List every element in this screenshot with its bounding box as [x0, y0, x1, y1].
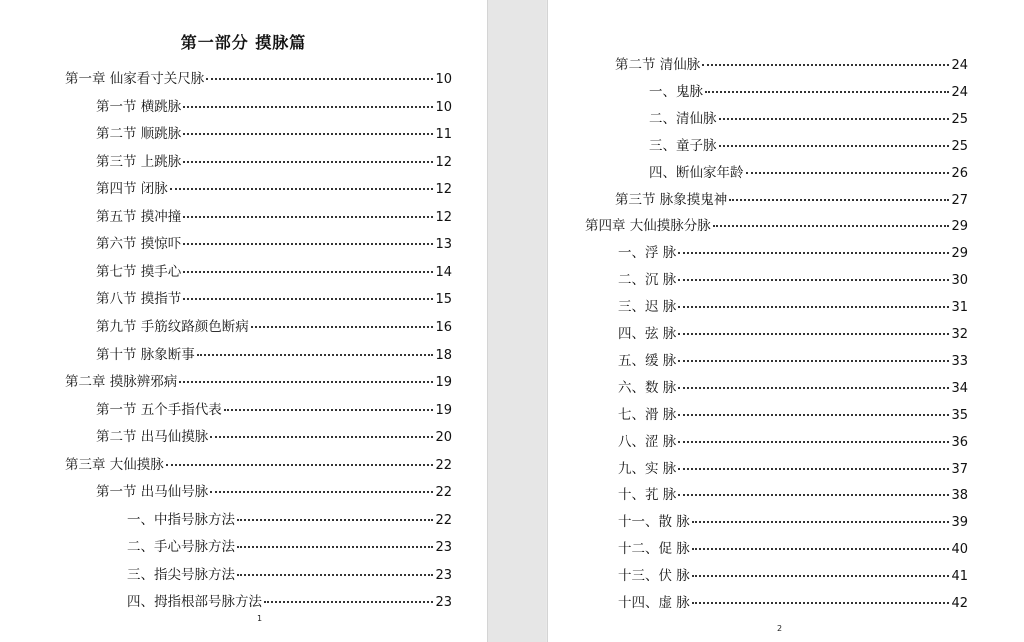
toc-entry-title: 十一、散 脉	[618, 514, 690, 531]
toc-entry-title: 一、鬼脉	[649, 83, 703, 100]
dot-leader	[678, 278, 949, 281]
toc-entry-title: 第八节 摸指节	[96, 291, 182, 308]
toc-entry-page: 12	[435, 209, 452, 225]
toc-entry-page: 23	[435, 567, 452, 583]
toc-entry-page: 25	[951, 111, 968, 127]
toc-entry-page: 20	[435, 430, 452, 446]
toc-entry-page: 24	[951, 84, 968, 100]
toc-entry	[618, 540, 968, 559]
toc-entry	[618, 325, 968, 344]
dot-leader	[237, 545, 433, 548]
toc-entry-title: 十、芤 脉	[618, 487, 677, 504]
toc-entry-title: 十二、促 脉	[618, 541, 690, 558]
dot-leader	[264, 600, 433, 603]
dot-leader	[224, 408, 434, 411]
toc-entry-page: 19	[435, 375, 452, 391]
toc-entry-title: 一、中指号脉方法	[127, 511, 235, 528]
toc-entry-page: 15	[435, 292, 452, 308]
dot-leader	[210, 435, 433, 438]
dot-leader	[251, 325, 434, 328]
toc-entry	[127, 511, 452, 530]
toc-entry-page: 41	[951, 569, 968, 585]
dot-leader	[183, 132, 433, 135]
toc-entry-title: 二、手心号脉方法	[127, 539, 235, 556]
toc-entry-title: 第四章 大仙摸脉分脉	[585, 218, 711, 235]
toc-entry-page: 37	[951, 461, 968, 477]
toc-entry-title: 九、实 脉	[618, 460, 677, 477]
toc-entry-title: 四、拇指根部号脉方法	[127, 594, 262, 611]
toc-entry-page: 23	[435, 540, 452, 556]
toc-entry	[649, 137, 968, 156]
part-heading: 第一部分 摸脉篇	[180, 33, 307, 52]
toc-entry-page: 35	[951, 407, 968, 423]
toc-entry-title: 第四节 闭脉	[96, 181, 168, 198]
dot-leader	[237, 518, 433, 521]
toc-entry-title: 第一节 出马仙号脉	[96, 484, 209, 501]
toc-entry	[618, 352, 968, 371]
dot-leader	[183, 215, 433, 218]
toc-entry-page: 16	[435, 319, 452, 335]
toc-entry-title: 第一节 五个手指代表	[96, 401, 222, 418]
toc-entry-title: 第二章 摸脉辨邪病	[65, 374, 178, 391]
toc-entry-page: 25	[951, 138, 968, 154]
toc-entry-title: 一、浮 脉	[618, 245, 677, 262]
toc-entry-title: 第六节 摸惊吓	[96, 236, 182, 253]
toc-entry	[127, 566, 452, 585]
toc-entry	[618, 460, 968, 479]
dot-leader	[692, 520, 950, 523]
toc-entry-page: 24	[951, 58, 968, 73]
toc-entry-title: 第五节 摸冲撞	[96, 208, 182, 225]
toc-entry-title: 第一章 仙家看寸关尺脉	[65, 71, 205, 87]
toc-entry	[615, 191, 968, 210]
toc-entry	[96, 153, 452, 172]
dot-leader	[705, 90, 949, 93]
page-gap	[488, 0, 546, 642]
toc-entry-page: 18	[435, 347, 452, 363]
toc-entry-page: 32	[951, 327, 968, 342]
toc-entry-page: 14	[435, 264, 452, 280]
toc-entry-title: 七、滑 脉	[618, 406, 677, 423]
toc-entry	[618, 244, 968, 263]
dot-leader	[179, 380, 433, 383]
dot-leader	[719, 117, 950, 120]
toc-entry-title: 四、断仙家年龄	[649, 164, 744, 181]
toc-entry-page: 29	[951, 246, 968, 262]
toc-entry-title: 第三章 大仙摸脉	[65, 456, 164, 473]
left-page	[0, 0, 488, 642]
toc-entry	[96, 318, 452, 337]
toc-entry-title: 第三节 脉象摸鬼神	[615, 191, 728, 208]
toc-entry-page: 31	[951, 300, 968, 316]
toc-entry	[96, 263, 452, 282]
dot-leader	[719, 144, 950, 147]
dot-leader	[170, 187, 434, 190]
toc-entry	[96, 208, 452, 227]
toc-entry-title: 第二节 清仙脉	[615, 57, 701, 73]
dot-leader	[692, 574, 950, 577]
toc-entry	[649, 164, 968, 183]
toc-entry-page: 10	[435, 99, 452, 115]
toc-entry-title: 二、清仙脉	[649, 110, 717, 127]
toc-entry	[65, 70, 452, 89]
page-number-right: 2	[777, 624, 783, 633]
dot-leader	[183, 105, 433, 108]
toc-entry	[96, 346, 452, 365]
toc-entry	[618, 298, 968, 317]
dot-leader	[678, 386, 949, 389]
toc-entry-title: 第九节 手筋纹路颜色断病	[96, 318, 249, 335]
toc-entry	[96, 428, 452, 447]
dot-leader	[678, 305, 949, 308]
dot-leader	[713, 224, 950, 227]
dot-leader	[237, 573, 433, 576]
toc-entry-page: 27	[951, 192, 968, 208]
toc-entry-title: 第一节 横跳脉	[96, 98, 182, 115]
dot-leader	[210, 490, 433, 493]
toc-entry-title: 二、沉 脉	[618, 272, 677, 289]
toc-entry-page: 22	[435, 512, 452, 528]
toc-entry	[615, 56, 968, 75]
toc-entry-title: 第二节 出马仙摸脉	[96, 429, 209, 446]
dot-leader	[702, 63, 949, 66]
dot-leader	[746, 171, 950, 174]
dot-leader	[678, 359, 949, 362]
toc-entry-page: 19	[435, 402, 452, 418]
toc-entry-page: 33	[951, 353, 968, 369]
toc-entry-page: 12	[435, 154, 452, 170]
dot-leader	[197, 353, 434, 356]
toc-entry	[65, 456, 452, 475]
toc-entry-page: 38	[951, 488, 968, 504]
dot-leader	[678, 493, 949, 496]
dot-leader	[729, 198, 949, 201]
toc-entry	[649, 83, 968, 102]
dot-leader	[678, 413, 949, 416]
toc-entry-title: 第二节 顺跳脉	[96, 126, 182, 143]
dot-leader	[206, 77, 433, 80]
toc-entry	[618, 406, 968, 425]
toc-entry-title: 三、童子脉	[649, 137, 717, 154]
toc-entry-title: 六、数 脉	[618, 379, 677, 396]
toc-entry	[96, 401, 452, 420]
toc-entry-title: 三、迟 脉	[618, 299, 677, 316]
toc-entry-title: 三、指尖号脉方法	[127, 566, 235, 583]
toc-entry-title: 十三、伏 脉	[618, 568, 690, 585]
dot-leader	[183, 270, 433, 273]
toc-entry-page: 13	[435, 237, 452, 253]
toc-entry	[618, 594, 968, 613]
toc-entry-title: 第七节 摸手心	[96, 263, 182, 280]
toc-entry-title: 五、缓 脉	[618, 352, 677, 369]
toc-entry	[96, 125, 452, 144]
toc-entry-page: 29	[951, 219, 968, 235]
toc-entry	[618, 271, 968, 290]
toc-entry	[618, 567, 968, 586]
toc-entry-page: 26	[951, 165, 968, 181]
toc-entry	[618, 379, 968, 398]
dot-leader	[166, 463, 434, 466]
toc-entry	[618, 486, 968, 505]
toc-entry	[96, 290, 452, 309]
toc-entry	[127, 538, 452, 557]
toc-entry	[96, 98, 452, 117]
toc-entry-page: 23	[435, 595, 452, 611]
toc-entry	[65, 373, 452, 392]
dot-leader	[678, 332, 949, 335]
toc-entry	[585, 217, 968, 236]
toc-entry-page: 11	[435, 127, 452, 143]
toc-entry-title: 八、涩 脉	[618, 433, 677, 450]
toc-entry	[618, 433, 968, 452]
toc-entry-page: 34	[951, 380, 968, 396]
toc-entry-page: 22	[435, 457, 452, 473]
toc-entry	[649, 110, 968, 129]
dot-leader	[692, 601, 950, 604]
toc-entry-title: 第十节 脉象断事	[96, 346, 195, 363]
toc-entry	[127, 593, 452, 612]
toc-entry-title: 四、弦 脉	[618, 326, 677, 342]
toc-entry-page: 12	[435, 182, 452, 198]
toc-entry	[96, 235, 452, 254]
toc-entry-page: 22	[435, 485, 452, 501]
dot-leader	[678, 440, 949, 443]
toc-entry-title: 十四、虚 脉	[618, 595, 690, 611]
page-number-left: 1	[257, 614, 263, 623]
dot-leader	[678, 467, 949, 470]
toc-entry-page: 36	[951, 434, 968, 450]
dot-leader	[183, 242, 433, 245]
dot-leader	[183, 297, 433, 300]
dot-leader	[692, 547, 950, 550]
toc-entry-page: 40	[951, 542, 968, 558]
toc-entry-page: 30	[951, 273, 968, 289]
toc-entry-page: 39	[951, 515, 968, 531]
toc-entry	[618, 513, 968, 532]
dot-leader	[183, 160, 433, 163]
toc-entry	[96, 483, 452, 502]
dot-leader	[678, 251, 949, 254]
toc-entry-title: 第三节 上跳脉	[96, 153, 182, 170]
toc-entry-page: 42	[951, 596, 968, 611]
right-page	[547, 0, 1024, 642]
toc-entry	[96, 180, 452, 199]
toc-entry-page: 10	[435, 72, 452, 87]
